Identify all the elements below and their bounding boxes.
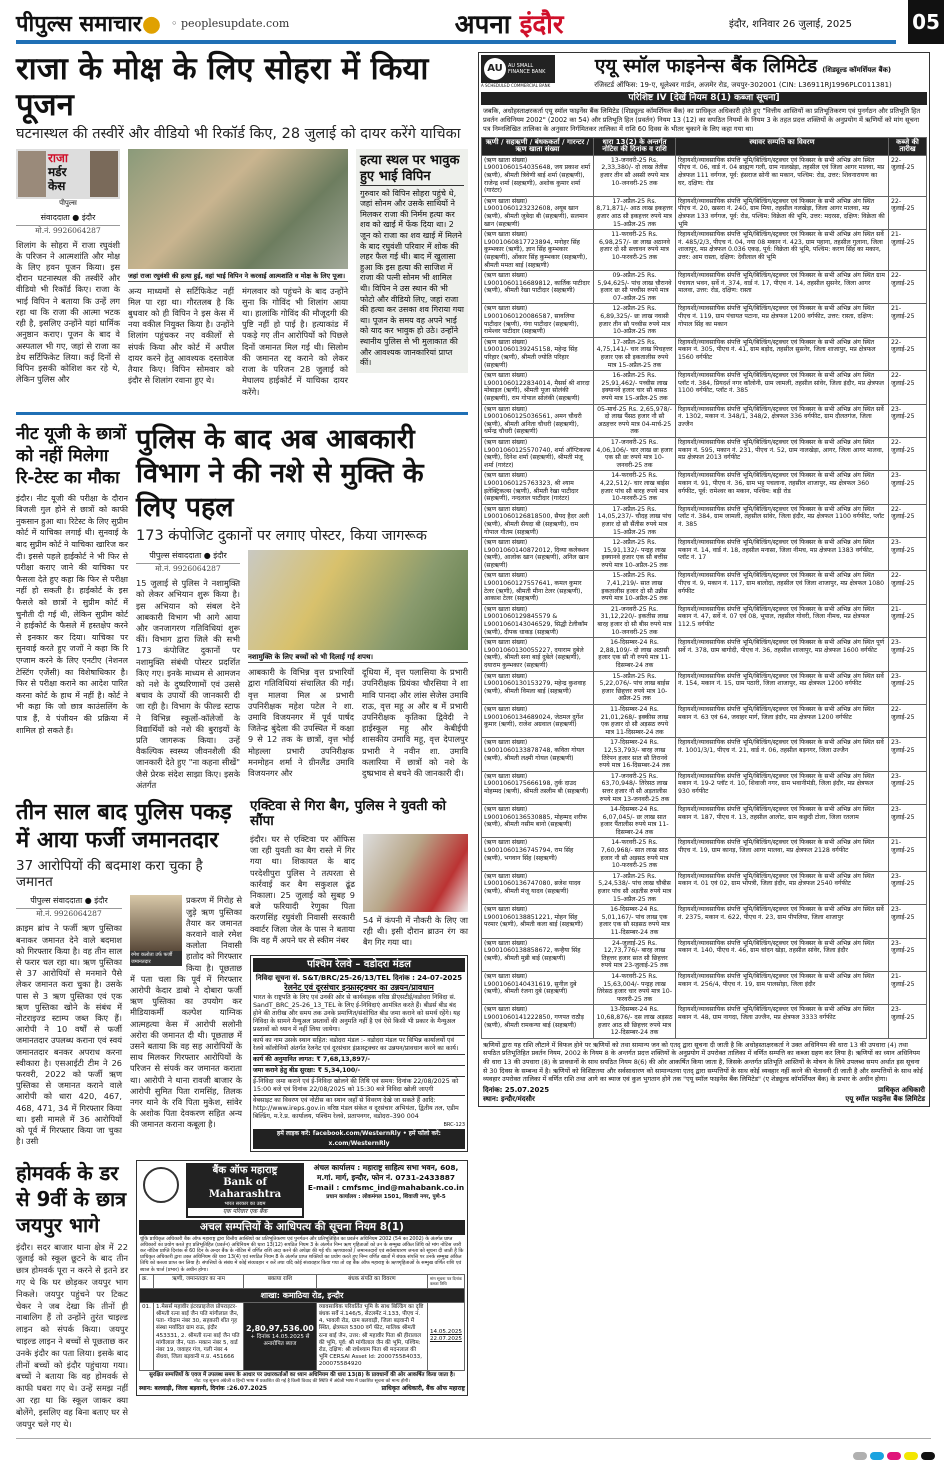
au-table-header — [482, 137, 927, 155]
table-row — [482, 471, 927, 504]
railway-emd: जमा कराने हेतु बीड सुरक्षा: ₹ 5,34,100/- — [253, 1066, 465, 1077]
bom-table-header — [140, 1274, 465, 1288]
column-header: बंधक संपति का विवरण — [316, 1274, 427, 1288]
au-date: दिनांक: 25.07.2025 — [483, 1085, 550, 1094]
property-cell: रिहायशी/व्यावसायिक संपत्ति भूमि/बिल्डिंग/स्ट्रक्चर एवं फिक्सर के सभी अभिन्न अंग स्थित पीएच नं. 19, ग्राम कानड़, जिला आगर मालवा, मप्र क्षेत्रफल 2128 वर्गफीट — [676, 838, 889, 871]
color-registration-marks — [16, 1445, 935, 1464]
railway-notice-no: निविदा सूचना सं. S&T/BRC/25-26/13/TEL दिनांक : 24-07-2025 — [255, 973, 463, 982]
accused-caption: रमेश कलोता उर्फ फर्जी जमानतदार — [130, 951, 182, 966]
borrower-cell: (ऋण खाता संख्या) L9001060126818500, सैयद हैदर अली (ऋणी), श्रीमती सैयदा बी (सहऋणी), राम गोपाल गौतम (सहऋणी) — [482, 504, 594, 537]
property-cell: व्यावसायिक परिवर्तित भूमि के साथ बिल्डिंग का दृष्टि बंधक सर्वे नं.146/5, सेटलमेंट नं.133, पीएच नं. 4, भावली रोड, ग्राम बलवाड़ी, जिला बड़वानी में स्थित, क्षेत्रफल 5300 वर्ग फीट, मालिक श्रीमती रत्ना बाई जैन, उत्तर: श्री महावीर पिता श्री हीरालाल की भूमि, पूर्व: श्री मांगीलाल जैन की भूमि, पश्चिम: रोड, दक्षिण: श्री राधेश्याम पिता श्री मदनलाल की भूमि CERSAI Asset Id: 200075584033, 200075584920 — [316, 1302, 427, 1370]
possession-date-cell: 21-जुलाई-25 — [889, 604, 927, 637]
bom-signatory: प्राधिकृत अधिकारी, बैंक ऑफ महाराष्ट्र — [381, 1384, 465, 1392]
property-cell: रिहायशी/व्यावसायिक संपत्ति भूमि/बिल्डिंग/स्ट्रक्चर एवं फिक्सर के सभी अभिन्न अंग स्थित मकान नं. 01 एवं 02, ग्राम भोपत्री, जिला इंदौर, मप्र क्षेत्रफल 2540 वर्गफीट — [676, 871, 889, 904]
borrower-cell: (ऋण खाता संख्या) L9001060817723894, मनोहर सिंह कुम्भकार (ऋणी), ज्ञान सिंह कुम्भकार (सहऋणी), ओंकार सिंह कुम्भकार (सहऋणी), श्रीमती ममता बाई (सहऋणी) — [482, 230, 594, 271]
bom-intro: चूंकि प्राधिकृत अधिकारी बैंक ऑफ महाराष्ट्र द्वारा वित्तीय आस्तियों का प्रतिभूतिकरण एवं पुनर्गठन और प्रतिभूतिहित का प्रवर्तन अधिनियम 2002 (54 का 2002) के अंतर्गत प्राप्त अधिकारों का प्रयोग करते हुए प्रतिभूतिहित (प्रवर्तन) अधिनियम की धारा 13(12) सपठित नियम 3 के अंतर्गत निम्न ऋण गृहिताओं को उन के सम्मुख अंकित तिथि को मांग नोटिस जारी कर नोटिस प्राप्ति दिनांक से 60 दिन के अन्दर बैंक के नोटिस में वर्णित राशि अदा करने की अपेक्षा की गई थी। ऋणधारकों / जमानतदारों एवं सर्वसाधारण जनता को सूचना दी जाती है कि प्राधिकृत अधिकारी द्वारा उक्त अधिनियम की धारा 13(4) एवं सपठित नियम 8 के अंतर्गत प्राप्त शक्तियों का प्रयोग करते हुए निम्न वर्णित खातों में बंधक संपत्ति पर उनके सम्मुख अंकित तिथि को कब्जा प्राप्त कर लिया है। संपत्तियों के संबंध में कोई संव्यवहार न करें तथा यदि कोई संव्यवहार किया गया तो वह बैंक ऑफ महाराष्ट्र के ऋणगृहिताओं के सम्मुख वर्णित राशि एवं ब्याज के चार्ज (प्रभार) के अधीन होगा। — [140, 1235, 464, 1273]
notice-cell: 13-दिसम्बर-24 Rs. 10,68,876/- दस लाख अड़सठ हजार आठ सौ छिहत्तर रुपये मात्र 12-दिसम्बर-24 तक — [594, 1005, 676, 1038]
website-link[interactable]: ◦ peoplesupdate.com — [171, 16, 290, 30]
property-cell: रिहायशी/व्यावसायिक संपत्ति भूमि/बिल्डिंग/स्ट्रक्चर एवं फिक्सर के सभी अभिन्न अंग स्थित मकान नं. 47, सर्वे नं. 07 एवं 08, भूपाल, तहसील गोवरी, जिला नीमच, मप्र क्षेत्रफल 112.5 वर्गफीट — [676, 604, 889, 637]
story1 — [16, 52, 468, 398]
au-intro: जबकि, अधोहस्ताक्षरकर्ता एयू स्मॉल फाइनेंस बैंक लिमिटेड (शिड्यूल्ड कॉमर्शियल बैंक) का प्राधिकृत अधिकारी होते हुए "वित्तीय आस्तियों का प्रतिभूतिकरण एवं पुनर्गठन और प्रतिभूति हित प्रवर्तन अधिनियम 2002" (2002 का 54) और प्रतिभूति हित (प्रवर्तन) नियम 13 (12) का सपठित नियमों के नियम 3 के तहत प्रदत्त शक्तियों के अनुप्रयोग में ऋणियों को मांग सूचना पत्र निम्नलिखित तालिका के अनुसार निर्गमितकर तालिका में राशि 60 दिवस के भीतर चुकाने के लिए कहा गया था। — [483, 107, 921, 134]
neet-story — [16, 423, 128, 736]
possession-date-cell: 23-जुलाई-25 — [889, 905, 927, 938]
excise-caption: नशामुक्ति के लिए बच्चों को भी दिलाई गई शपथ। — [248, 652, 468, 663]
registration-dot — [853, 1452, 867, 1460]
story1-photo — [128, 149, 348, 269]
site-text: peoplesupdate.com — [181, 16, 290, 30]
table-row — [482, 504, 927, 537]
possession-date-cell: 23-जुलाई-25 — [889, 671, 927, 704]
guarantor-headline: तीन साल बाद पुलिस पकड़ में आया फर्जी जमानतदार — [16, 799, 232, 853]
property-cell: रिहायशी/व्यावसायिक संपत्ति भूमि/बिल्डिंग/स्ट्रक्चर एवं फिक्सर के सभी अभिन्न अंग स्थित मकान नं. 19-2 प्लॉट नं. 10, शिवाजी नगर, ग्राम भवानीमंडी, जिला इंदौर, मप्र क्षेत्रफल 930 वर्गफीट — [676, 771, 889, 804]
borrower-cell: (ऋण खाता संख्या) L9001060130153279, महेन्द्र कुशवाह (ऋणी), श्रीमती विमला बाई (सहऋणी) — [482, 671, 594, 704]
property-cell: रिहायशी/व्यावसायिक संपत्ति भूमि/बिल्डिंग/स्ट्रक्चर एवं फिक्सर के सभी अभिन्न अंग स्थित पीएच नं. 119, ग्राम पंचायत पटाना, मप्र क्षेत्रफल 1200 वर्गफीट, उत्तर: रास्ता, दक्षिण: गोपाल सिंह का मकान — [676, 304, 889, 337]
possession-date-cell: 22-जुलाई-25 — [889, 155, 927, 196]
pin-icon: ● — [141, 12, 162, 37]
section-divider — [16, 412, 468, 415]
table-row — [482, 704, 927, 737]
railway-website: वेबसाइट का विवरण एवं नोटीस का स्थान जहाँ से विवरण देखे जा सकते हैं आदि: http://www.ireps.gov.in वरिष्ठ मंडल संकेत व दूरसंचार अभियंता, द्वितीय तल, एडीम बिल्डिंग, म.रे.प्र. कार्यालय, पश्चिम रेलवे, प्रतापनगर, वडोदरा–390 004 — [253, 1096, 459, 1120]
column-header: बकाया राशि — [244, 1274, 317, 1288]
notice-cell: 16-दिसम्बर-24 Rs. 5,01,167/- पांच लाख एक हजार एक सौ सड़सठ रुपये मात्र 11-दिसम्बर-24 तक — [594, 905, 676, 938]
guarantor-story — [16, 799, 242, 1147]
table-row — [482, 230, 927, 271]
story1-headline: राजा के मोक्ष के लिए सोहरा में किया पूजन — [16, 51, 429, 123]
borrower-cell: (ऋण खाता संख्या) L9001060139245158, महेन्द्र सिंह परिहार (ऋणी), श्रीमती ज्योति परिहार (सहऋणी) — [482, 337, 594, 370]
property-cell: रिहायशी/व्यावसायिक संपत्ति भूमि/बिल्डिंग/स्ट्रक्चर एवं फिक्सर के सभी अभिन्न अंग स्थित ग्राम पंचायत भवन, सर्वे नं. 374, वार्ड नं. 17, पीएच नं. 14, तहसील सुसनेर, जिला आगर मालवा, उत्तर: रोड, दक्षिण: रास्ता — [676, 271, 889, 304]
possession-date-cell: 22-जुलाई-25 — [889, 704, 927, 737]
borrower-cell: (ऋण खाता संख्या) L9001060136745794, राम सिंह (ऋणी), भगवान सिंह (सहऋणी) — [482, 838, 594, 871]
column-header: ऋणी, जमानतदार का नाम — [154, 1274, 244, 1288]
neet-headline: नीट यूजी के छात्रों को नहीं मिलेगा रि-टेस्ट का मौका — [16, 423, 127, 488]
au-signatory-bank: एयू स्मॉल फाइनेंस बैंक लिमिटेड — [845, 1094, 925, 1103]
borrower-cell: (ऋण खाता संख्या) L9001060127557641, कमल कुमार टेलर (ऋणी), श्रीमती मीना टेलर (सहऋणी), आकाश टेलर (सहऋणी) — [482, 571, 594, 604]
notice-cell: 15-अप्रैल-25 Rs. 7,41,219/- सात लाख इकतालीस हजार दो सौ उन्नीस रुपये मात्र 10-अप्रैल-25 तक — [594, 571, 676, 604]
bom-possession-notice — [136, 1160, 468, 1396]
possession-date-cell: 22-जुलाई-25 — [889, 504, 927, 537]
property-cell: रिहायशी/व्यावसायिक संपत्ति भूमि/बिल्डिंग/स्ट्रक्चर एवं फिक्सर के सभी अभिन्न अंग स्थित सर्वे नं. 485/2/3, पीएच नं. 04, नया 08 मकान नं. 423, ग्राम पहाना, तहसील गुलाना, जिला शाजापुर, मप्र क्षेत्रफल 0.036 एकड़, पूर्व: विक्रेता की भूमि, पश्चिम: करण सिंह का मकान, उत्तर: आम रास्ता, दक्षिण: देवीलाल की भूमि — [676, 230, 889, 271]
story1-col3: मंगलवार को पहुंचने के बाद उन्होंने सुना कि गोविंद भी शिलांग आया था। हालांकि गोविंद की मौजूदगी की पुष्टि नहीं हो पाई है। हत्याकांड में पकड़े गए तीन आरोपियों को पिछले दिनों जमानत मिल गई थी। सिलोम की जमानत रद्द कराने को लेकर राजा के परिजन 28 जुलाई को मेघालय हाईकोर्ट में याचिका दायर करेंगे। — [242, 285, 348, 397]
guarantor-byline: पीपुल्स संवाददाता ● इंदौर — [16, 895, 122, 909]
au-bank-possession-notice — [478, 52, 930, 1107]
row-number: 01. — [140, 1302, 154, 1370]
au-logo-text: AU SMALL FINANCE BANK — [508, 63, 546, 75]
railway-dates: ई-निविदा जमा कराने एवं ई-निविदा खोलने की तिथि एवं समय: दिनांक 22/08/2025 को 15:00 बजे एवं दिनांक 22/08/2025 को 15:30 बजे निविदा खोली जाएगी — [253, 1077, 465, 1096]
property-cell: रिहायशी/व्यावसायिक संपत्ति भूमि/बिल्डिंग/स्ट्रक्चर एवं फिक्सर के सभी अभिन्न अंग स्थित प्लॉट नं. 384, प्रियदर्श नगर कॉलोनी, ग्राम जामली, तहसील सांवेर, जिला इंदौर, मप्र क्षेत्रफल 1100 वर्गफीट, प्लॉट नं. 385 — [676, 371, 889, 404]
table-row — [482, 638, 927, 671]
possession-date-cell: 23-जुलाई-25 — [889, 404, 927, 437]
possession-date: 22.07.2025 — [429, 1336, 462, 1343]
bom-address — [307, 1163, 465, 1201]
possession-date-cell: 23-जुलाई-25 — [889, 471, 927, 504]
au-bank-name: एयू स्मॉल फाइनेन्स बैंक लिमिटेड — [594, 55, 818, 77]
notice-cell: 14-फरवरी-25 Rs. 15,63,004/- पन्द्रह लाख तिरेसठ हजार चार रुपये मात्र 10-फरवरी-25 तक — [594, 971, 676, 1004]
bom-tag: भारत सरकार का उद्यम — [224, 1200, 266, 1207]
possession-date-cell: 23-जुलाई-25 — [889, 1005, 927, 1038]
property-cell: रिहायशी/व्यावसायिक संपत्ति भूमि/बिल्डिंग/स्ट्रक्चर एवं फिक्सर के सभी अभिन्न अंग स्थित प्लॉट नं. 384, ग्राम जामली, तहसील सांवेर, जिला इंदौर, मप्र क्षेत्रफल 1100 वर्गफीट, प्लॉट नं. 385 — [676, 504, 889, 537]
table-row — [140, 1302, 465, 1370]
borrower-cell: (ऋण खाता संख्या) L9001060140431619, सुनील दुबे (ऋणी), श्रीमती रंजना दुबे (सहऋणी) — [482, 971, 594, 1004]
registration-dot — [870, 1452, 884, 1460]
excise-col1: 15 जुलाई से पुलिस ने नशामुक्ति को लेकर अभियान शुरू किया है। इस अभियान को संबल देने आबकारी विभाग भी आगे आया और जनजागरण गतिविधियां शुरू कीं। विभाग द्वारा जिले की सभी 173 कंपोजिट दुकानों पर नशामुक्ति संबंधी पोस्टर प्रदर्शित किए गए। इनके माध्यम से आमजन को नशे के दुष्परिणामों एवं उससे बचाव के उपायों की जानकारी दी जा रही है। विभाग के फील्ड स्टाफ ने विभिन्न स्कूलों-कॉलेजों के विद्यार्थियों को नशे की बुराइयों के प्रति जागरूक किया। उन्हें वैकल्पिक स्वस्थ्य जीवनशैली की जानकारी देते हुए "ना कहना सीखें" जैसे प्रेरक संदेश साझा किए। इसके अंतर्गत — [136, 578, 240, 790]
au-footer: ऋणियों द्वारा यह राशि लौटाने में विफल होने पर ऋणियों को तथा सामान्य जन को एतद् द्वारा सूचना दी जाती है कि अधोहस्ताक्षरकर्ता ने उक्त अधिनियम की धारा 13 की उपधारा (4) तथा सपठित प्रतिभूतिहित प्रवर्तन नियम, 2002 के नियम 8 के अन्तर्गत प्रदत्त शक्तियों के अनुप्रयोग में उपरोक्त तालिका में वर्णित सम्पत्ति का कब्जा ग्रहण कर लिया है। ऋणियों का ध्यान अधिनियम की धारा 13 की उपधारा (8) के प्रावधानों के साथ सपठित नियम 8(6) की ओर आकर्षित किया जाता है, जिसके अन्तर्गत प्रतिभूति आस्तियों के मोचन के लिये उपलब्ध समय अर्थात इस सूचना से 30 दिवस के सम्बन्ध में है। ऋणियों को विशिष्टतया और सर्वसाधारण को सामान्यतया एतद् द्वारा सम्पत्तियों के साथ कोई व्यवहार नहीं करने की चेतावनी दी जाती है और सम्पत्तियों के साथ कोई व्यवहार उपरोक्त तालिका में वर्णित राशि तथा आगे का ब्याज एवं कुल भुगतान होने तक "एयू स्मॉल फाइनेंस बैंक लिमिटेड" (ए शेड्यूल्ड कॉमर्शियल बैंक) के प्रभार के अधीन होगा। — [483, 1040, 923, 1084]
au-address: रजिस्टर्ड ऑफिस: 19-ए, धूलेश्वर गार्डन, अजमेर रोड, जयपुर-302001 (CIN: L36911RJ1996PLC011381) — [594, 81, 892, 89]
raja-murder-case-tag — [16, 149, 120, 199]
excise-byline: पीपुल्स संवाददाता ● इंदौर — [136, 550, 240, 564]
tag-word: राजा — [48, 150, 69, 165]
table-row — [482, 1005, 927, 1038]
page-columns — [16, 52, 935, 1430]
table-row — [482, 671, 927, 704]
borrower-cell: (ऋण खाता संख्या) L9001060175666198, तुर्क दाउद मोहम्मद (ऋणी), श्रीमती तस्लीम बी (सहऋणी) — [482, 771, 594, 804]
railway-intro: भारत के राष्ट्रपति के लिए एवं उनकी ओर से कार्यवाहक वरिष्ठ डीएसटीई/वडोदरा निविदा सं. SandT_BRC_25-26_13_TEL के लिए ई-निविदाएं आमंत्रित करते हैं। बीडर्स बीड बंद होने की तारीख और समय तक उनके प्रमाणित/संशोधित बीड जमा कराने को समर्थ रहेंगे। यह निविदा के सामने मैन्युअल प्रस्तावों की अनुमति नहीं है एवं ऐसे किसी भी प्रकार के मैन्युअल प्रस्तावों को ध्यान में नहीं लिया जायेगा। — [253, 993, 465, 1036]
au-table — [481, 137, 927, 1039]
table-row — [482, 971, 927, 1004]
notice-cell: 12-अप्रैल-25 Rs. 6,89,325/- छः लाख नवासी हजार तीन सौ पच्चीस रुपये मात्र 10-अप्रैल-25 तक — [594, 304, 676, 337]
borrower-cell: (ऋण खाता संख्या) L9001060141222850, गणपत राठौड़ (ऋणी), श्रीमती रामकन्या बाई (सहऋणी) — [482, 1005, 594, 1038]
au-place: स्थान: इन्दौर/मंदसौर — [483, 1094, 535, 1103]
possession-date-cell: 23-जुलाई-25 — [889, 538, 927, 571]
borrower-cell: (ऋण खाता संख्या) L9001060125763323, श्री श्याम इलेक्ट्रिकल्स (ऋणी), श्रीमती रेखा पाटीदार (सहऋणी), नन्दलाल पाटीदार (गारंटर) — [482, 471, 594, 504]
activa-photo — [363, 834, 468, 912]
notice-cell: 09-अप्रैल-25 Rs. 5,94,625/- पांच लाख चौरानवे हजार छः सौ पच्चीस रुपये मात्र 07-अप्रैल-25 तक — [594, 271, 676, 304]
possession-date-cell: 21-जुलाई-25 — [889, 230, 927, 271]
excise-col3: दूधिया में, वृत्त पलासिया के प्रभारी उपनिरीक्षक प्रियंका चौरसिया ने शा मावि पानदा और लांस सेजेस उमावि राऊ, वृत्त महू अ और ब में प्रभारी उपनिरीक्षक कृतिका द्विवेदी ने हाईस्कूल महू और केबीईपी शासकीय उमावि महू, वृत्त देपालपुर प्रभारी ने नवीन शा. उमावि कलारिया में छात्रों को नशे के दुष्प्रभाव से बचने की जानकारी दी। — [362, 667, 468, 778]
borrower-cell: (ऋण खाता संख्या) L9001060123232608, अयूब खान (ऋणी), श्रीमती जुबेदा बी (सहऋणी), सलमान खान (सहऋणी) — [482, 196, 594, 229]
possession-date-cell: 22-जुलाई-25 — [889, 437, 927, 470]
property-cell: रिहायशी/व्यावसायिक संपत्ति भूमि/बिल्डिंग/स्ट्रक्चर एवं फिक्सर के सभी अभिन्न अंग स्थित मकान नं. 187, पीएच नं. 13, तहसील आलोट, ग्राम कछुदी टोला, जिला रतलाम — [676, 805, 889, 838]
victim-photo — [18, 151, 46, 197]
possession-date-cell: 21-जुलाई-25 — [889, 304, 927, 337]
table-row — [482, 437, 927, 470]
accused-photo — [90, 151, 118, 197]
notice-cell: 17-अप्रैल-25 Rs. 5,24,538/- पांच लाख चौबीस हजार पांच सौ अड़तीस रुपये मात्र 15-अप्रैल-25 तक — [594, 871, 676, 904]
column-header: धारा 13(2) के अन्तर्गत नोटिस की दिनांक व राशि — [594, 137, 676, 155]
notice-cell: 11-फरवरी-25 Rs. 6,98,257/- छः लाख अठानवे हजार दो सौ सत्तावन रुपये मात्र 10-फरवरी-25 तक — [594, 230, 676, 271]
table-row — [482, 196, 927, 229]
story1-subhead: घटनास्थल की तस्वीरें और वीडियो भी रिकॉर्ड किए, 28 जुलाई को दायर करेंगे याचिका — [16, 126, 461, 143]
notice-cell: 17-जनवरी-25 Rs. 4,06,106/- चार लाख छः हजार एक सौ छः रुपये मात्र 10-जनवरी-25 तक — [594, 437, 676, 470]
table-row — [482, 738, 927, 771]
property-cell: रिहायशी/व्यावसायिक संपत्ति भूमि/बिल्डिंग/स्ट्रक्चर एवं फिक्सर के सभी अभिन्न अंग स्थित पीएच नं. 9, मकान नं. 117, ग्राम बालोदा, तहसील एवं जिला शाजापुर, मप्र क्षेत्रफल 1080 वर्गफीट — [676, 571, 889, 604]
guarantor-subhead: 37 आरोपियों की बदमाश करा चुका है जमानत — [16, 857, 203, 891]
notice-cell: 11-दिसम्बर-24 Rs. 21,01,268/- इक्कीस लाख एक हजार दो सौ अड़सठ रुपये मात्र 11-दिसम्बर-24 तक — [594, 704, 676, 737]
tag-word: मर्डर — [48, 164, 67, 179]
au-title: परिशिष्ट IV [देखें नियम 8(1) कब्जा सूचना] — [481, 92, 927, 105]
borrower-cell: (ऋण खाता संख्या) L9001060122834014, मैसर्स श्री शारदा मोबाइल (ऋणी), श्रीमती पूजा सोलंकी (सहऋणी), राम गोपाल सोलंकी (सहऋणी) — [482, 371, 594, 404]
notice-cell: 13-जनवरी-25 Rs. 2,33,380/- दो लाख तेतीस हजार तीन सौ अस्सी रुपये मात्र 10-जनवरी-25 तक — [594, 155, 676, 196]
bom-title: अचल सम्पत्तियों के आधिपत्य की सूचना नियम 8(1) — [139, 1220, 465, 1235]
notice-cell: 16-दिसम्बर-24 Rs. 2,88,109/- दो लाख अठासी हजार एक सौ नौ रुपये मात्र 11-दिसम्बर-24 तक — [594, 638, 676, 671]
registration-dot — [921, 1452, 935, 1460]
bom-email: E-mail : cmfsmc_ind@mahabank.co.in — [307, 1182, 465, 1192]
homework-text: इंदौर। सदर बाजार थाना क्षेत्र में 22 जुलाई को स्कूल छूटने के बाद तीन छात्र होमवर्क पूरा न करने से इतने डर गए थे कि घर छोड़कर जयपुर भाग निकले। जयपुर पहुंचने पर टिकट चेकर ने जब देखा कि तीनों ही नाबालिग हैं तो उन्होंने तुरंत चाइल्ड लाइन को संपर्क किया। जयपुर चाइल्ड लाइन ने बच्चों से पूछताछ कर उनके इंदौर का पता लिया। इसके बाद तीनों बच्चों को इंदौर पहुंचाया गया। बच्चों ने बताया कि वह होमवर्क से काफी घबरा गए थे। उन्हें समझ नहीं आ रहा था कि स्कूल जाकर क्या बोलेंगे, इसलिए वह बिना बताए घर से जयपुर चले गए थे। — [16, 1241, 128, 1429]
excise-photo — [248, 550, 468, 650]
railway-cost: कार्य की अनुमानित लागत: ₹ 7,68,13,897/- — [253, 1055, 465, 1066]
borrower-cell: (ऋण खाता संख्या) L9001060140872012, दिव्या कलेक्शन (ऋणी), आलोक खान (सहऋणी), अनिल खान (सहऋणी) — [482, 538, 594, 571]
borrower-cell: (ऋण खाता संख्या) L9001060125036561, अमन चौधरी (ऋणी), श्रीमती अनिता चौधरी (सहऋणी), धर्मेन्द्र चौधरी (सहऋणी) — [482, 404, 594, 437]
possession-date-cell: 22-जुलाई-25 — [889, 571, 927, 604]
amount-value: 2,80,97,536.00 — [246, 1324, 314, 1334]
borrower-cell: (ऋण खाता संख्या) L9001060138851221, मोहन सिंह परमार (ऋणी), श्रीमती कला बाई (सहऋणी) — [482, 905, 594, 938]
newspaper-logo — [16, 8, 161, 38]
property-cell: रिहायशी/व्यावसायिक संपत्ति भूमि/बिल्डिंग/स्ट्रक्चर एवं फिक्सर के सभी अभिन्न अंग स्थित पूर्ण सर्वे नं. 378, ग्राम बागोदी, पीएच नं. 36, तहसील शाजापुर, मप्र क्षेत्रफल 1600 वर्गफीट — [676, 638, 889, 671]
borrower-cell: (ऋण खाता संख्या) L9001060136530885, मोहम्मद शरीफ (ऋणी), श्रीमती नसीम बानो (सहऋणी) — [482, 805, 594, 838]
property-cell: रिहायशी/व्यावसायिक संपत्ति भूमि/बिल्डिंग/स्ट्रक्चर एवं फिक्सर के सभी अभिन्न अंग स्थित मकान नं. 595, मकान नं. 231, पीएच नं. 52, ग्राम नालखेड़ा, आगर, जिला आगर मालवा, मप्र क्षेत्रफल 2013 वर्गफीट — [676, 437, 889, 470]
story1-caption: जहां राजा रघुवंशी की हत्या हुई, वहां भाई विपिन ने करवाई आत्मशांति व मोक्ष के लिए पूजा। — [128, 271, 348, 282]
railway-org: पश्चिम रेलवे – वडोदरा मंडल — [253, 958, 465, 972]
railway-code: BRC-123 — [443, 1121, 465, 1128]
possession-date-cell: 23-जुलाई-25 — [889, 771, 927, 804]
guarantor-col1: क्राइम ब्रांच ने फर्जी ऋण पुस्तिका बनाकर जमानत देने वाले बदमाश को गिरफ्तार किया है। वह तीन साल से फरार चल रहा था। ऋण पुस्तिका से 37 आरोपियों से मनमाने पैसे लेकर जमानत करा चुका है। उसके पास से 3 ऋण पुस्तिका एवं एक ऋण पुस्तिका खोने के संबंध में नोटराइज्ड स्टाम्प जब्त किए हैं। आरोपी ने 10 वर्षों से फर्जी जमानतदार उपलब्ध कराना एवं स्वयं जमानतदार बनकर अपराध करना स्वीकारा है। एसआईटी टीम ने 26 फरवरी, 2022 को फर्जी ऋण पुस्तिका से जमानत कराने वाले आरोपी को धारा 420, 467, 468, 471, 34 में गिरफ्तार किया था। इसी मामले में 36 आरोपियों को पूर्व में गिरफ्तार किया जा चुका है। उसी — [16, 923, 122, 1147]
table-row — [482, 304, 927, 337]
borrower-cell: (ऋण खाता संख्या) L9001060130055227, दयाराम दुबेले (ऋणी), श्रीमती सना बाई दुबेले (सहऋणी), दयाराम कुम्भकार (सहऋणी) — [482, 638, 594, 671]
property-cell: रिहायशी/व्यावसायिक संपत्ति भूमि/बिल्डिंग/स्ट्रक्चर एवं फिक्सर के सभी अभिन्न अंग स्थित पीएच नं. 06, वार्ड नं. 04 ब्राह्मण गली, ग्राम नालखेड़ा, तहसील एवं जिला आगर मालवा, मप्र क्षेत्रफल 111 वर्गगज, पूर्व: हंसराज सोनी का मकान, पश्चिम: रोड, उत्तर: शिवनारायण का घर, दक्षिण: रोड — [676, 155, 889, 196]
notice-cell: 17-अप्रैल-25 Rs. 14,05,237/- चौदह लाख पांच हजार दो सौ सैंतीस रुपये मात्र 15-अप्रैल-25 तक — [594, 504, 676, 537]
homework-headline: होमवर्क के डर से 9वीं के छात्र जयपुर भागे — [16, 1160, 127, 1237]
column-header: क्र. — [140, 1274, 154, 1288]
story1-byline: संवाददाता ● इंदौर — [16, 212, 120, 226]
guarantor-col2: प्रकरण में गिरोह से जुड़े ऋण पुस्तिका तैयार कर जमानत करवाने वाले रमेश कलोता निवासी हातोद को गिरफ्तार किया है। पूछताछ में पता चला कि पूर्व में गिरफ्तार आरोपी केदार डाबो ने दोबारा फर्जी ऋण पुस्तिका का उपयोग कर मीडियाकर्मी कल्पेश याग्निक आत्महत्या केस में आरोपी सलोनी अरोरा की जमानत दी थी। पूछताछ में उसने बताया कि वह सह आरोपियों के साथ मिलकर गिरफ्तार आरोपियों के परिजन से संपर्क कर जमानत कराता था। आरोपी ने थाना रावजी बाजार के आरोपी सुमित पिता रामसिंह, तिलक नगर थाने के रवि पिता मुकेश, सांवेर के अशोक पिता देवकरण सहित अन्य की जमानत कराना कबूला है। — [130, 895, 242, 1130]
sidebar-title: हत्या स्थल पर भावुक हुए भाई विपिन — [360, 153, 464, 186]
amount-note: + दिनांक 14.05.2025 से अनारोपित ब्याज — [250, 1334, 310, 1348]
notice-cell: 14-फरवरी-25 Rs. 7,60,968/- सात लाख साठ हजार नौ सौ अड़सठ रुपये मात्र 10-फरवरी-25 तक — [594, 838, 676, 871]
amount-cell — [244, 1302, 317, 1370]
railway-title: रेलनेट एवं दूरसंचार इन्फ्रास्ट्रक्चर का उन्नयन/प्रावधान — [284, 982, 434, 992]
possession-date-cell: 22-जुलाई-25 — [889, 196, 927, 229]
au-bank-type: (शिड्यूल्ड कॉमर्शियल बैंक) — [822, 66, 892, 74]
dates-cell — [427, 1302, 464, 1370]
registration-dot — [887, 1452, 901, 1460]
possession-date-cell: 21-जुलाई-25 — [889, 838, 927, 871]
notice-cell: 16-अप्रैल-25 Rs. 25,91,462/- पच्चीस लाख इक्यानवे हजार चार सौ बासठ रुपये मात्र 15-अप्रैल-25 तक — [594, 371, 676, 404]
possession-date-cell: 21-जुलाई-25 — [889, 971, 927, 1004]
table-row — [482, 571, 927, 604]
railway-social[interactable]: हमें लाइक करें: facebook.com/WesternRly • हमें फॉलो करें: x.com/WesternRly — [253, 1129, 465, 1149]
bom-note: नोट: यह सूचना अंग्रेजी व हिन्दी भाषा में प्रकाशित की गई है किसी विवाद की स्थिति में अंग्रेजी भाषा में प्रकाशित सूचना को मान्य होगी। — [194, 1378, 410, 1384]
property-cell: रिहायशी/व्यावसायिक संपत्ति भूमि/बिल्डिंग/स्ट्रक्चर एवं फिक्सर के सभी अभिन्न अंग स्थित सर्वे नं. 1001/3/1, पीएच नं. 21, वार्ड नं. 06, तहसील बड़नगर, जिला उज्जैन — [676, 738, 889, 771]
accused-photo — [130, 895, 182, 951]
homework-story — [16, 1160, 128, 1431]
borrower-cell: (ऋण खाता संख्या) L9001060154035648, जय प्रकाश शर्मा (ऋणी), श्रीमती त्रिवेणी बाई शर्मा (सहऋणी), राजेन्द्र शर्मा (सहऋणी), अशोक कुमार शर्मा (गारंटर) — [482, 155, 594, 196]
borrower-cell: (ऋण खाता संख्या) L9001060129845579 & L9001060143046529, सिद्धी टेलीकॉम (ऋणी), दीपक धाकड़ (सहऋणी) — [482, 604, 594, 637]
excise-headline: पुलिस के बाद अब आबकारी विभाग ने की नशे से मुक्ति के लिए पहल — [136, 423, 424, 523]
possession-date-cell: 22-जुलाई-25 — [889, 337, 927, 370]
property-cell: रिहायशी/व्यावसायिक संपत्ति भूमि/बिल्डिंग/स्ट्रक्चर एवं फिक्सर के सभी अभिन्न अंग स्थित पीएच नं. 20, खसरा नं. 240, ग्राम मिया, तहसील नलखेड़ा, जिला आगर मालवा, मप्र क्षेत्रफल 133 वर्गगज, पूर्व: रोड, पश्चिम: विक्रेता की भूमि, उत्तर: मदरसा, दक्षिण: विक्रेता की भूमि — [676, 196, 889, 229]
bom-name-block — [186, 1163, 304, 1218]
story1-sidebar — [356, 149, 468, 373]
bom-place-date: स्थान: बलवाड़ी, जिला बड़वानी, दिनांक :26.07.2025 — [139, 1384, 268, 1392]
bom-address-line: अंचल कार्यालय : महाराष्ट्र साहित्य सभा भवन, 608, — [313, 1162, 459, 1172]
neet-text: इंदौर। नीट यूजी की परीक्षा के दौरान बिजली गुल होने से छात्रों को काफी नुकसान हुआ था। रिटेस्ट के लिए सुप्रीम कोर्ट में याचिका लगाई थी। सुनवाई के बाद सुप्रीम कोर्ट ने याचिका खारिज कर दी। इससे पहले हाईकोर्ट ने भी फिर से परीक्षा कराए जाने की याचिका पर फैसला देते हुए कहा कि फिर से परीक्षा नहीं हो सकती है। हाईकोर्ट के इस फैसले को छात्रों ने सुप्रीम कोर्ट में चुनौती दी गई थी, लेकिन सुप्रीम कोर्ट ने हाईकोर्ट के फैसले में हस्तक्षेप करने से इनकार कर दिया। याचिका पर सुनवाई करते हुए जजों ने कहा कि रि एग्जाम करने के लिए एनटीए (नेशनल टेस्टिंग एजेंसी) का विशेषाधिकार है। फिर से परीक्षा कराने का आदेश पारित करना कोर्ट के हाथ में नहीं है। कोर्ट ने भी कहा कि जो छात्र काउंसलिंग के पात्र हैं, वे पंजीयन की प्रक्रिया में शामिल हो सकते हैं। — [16, 493, 128, 735]
borrower-cell: 1.मेसर्स महावीर इंटरप्राइजेज प्रोपराइटर- श्रीमती रत्ना बाई जैन पति मांगीलाल जैन, पता- गोदाम नंबर 30, सहकारी शीत गृह संस्था मर्यादित ग्राम राऊ, इंदौर 453331, 2. श्रीमती रत्ना बाई जैन पति मांगीलाल जैन, पता- मकान नंबर 5, वार्ड नंबर 19, जवाहर गंज, गली नंबर 4 सेंधवा, जिला बड़वानी म.प्र. 451666 — [154, 1302, 244, 1370]
notice-cell: 12-अप्रैल-25 Rs. 15,91,132/- पन्द्रह लाख इक्यानवे हजार एक सौ बत्तीस रुपये मात्र 10-अप्रैल-25 तक — [594, 538, 676, 571]
notice-cell: 17-जनवरी-25 Rs. 63,70,948/- तिरेसठ लाख सत्तर हजार नौ सौ अड़तालीस रुपये मात्र 13-जनवरी-25 तक — [594, 771, 676, 804]
property-cell: रिहायशी/व्यावसायिक संपत्ति भूमि/बिल्डिंग/स्ट्रक्चर एवं फिक्सर के सभी अभिन्न अंग स्थित मकान नं. 140, पीएच नं. 46, ग्राम चांदन खेड़ा, तहसील सांवेर, जिला इंदौर — [676, 938, 889, 971]
possession-date-cell: 23-जुलाई-25 — [889, 871, 927, 904]
registration-dot — [904, 1452, 918, 1460]
table-row — [482, 871, 927, 904]
property-cell: रिहायशी/व्यावसायिक संपत्ति भूमि/बिल्डिंग/स्ट्रक्चर एवं फिक्सर के सभी अभिन्न अंग स्थित सर्वे नं. 154, मकान नं. 15, ग्राम पठारी, जिला शाजापुर, मप्र क्षेत्रफल 1200 वर्गफीट — [676, 671, 889, 704]
demand-date: 14.05.2025 — [429, 1329, 462, 1336]
borrower-cell: (ऋण खाता संख्या) L9001060138858672, कन्हैया सिंह (ऋणी), श्रीमती मुन्नी बाई (सहऋणी) — [482, 938, 594, 971]
bom-table — [139, 1274, 465, 1371]
railway-tender-ad — [250, 955, 468, 1152]
property-cell: रिहायशी/व्यावसायिक संपत्ति भूमि/बिल्डिंग/स्ट्रक्चर एवं फिक्सर के सभी अभिन्न अंग स्थित मकान नं. 305, पीएच नं. 41, ग्राम बड़ोद, तहसील सुसनेर, जिला शाजापुर, मप्र क्षेत्रफल 1560 वर्गफीट — [676, 337, 889, 370]
section-title — [455, 5, 564, 41]
property-cell: रिहायशी/व्यावसायिक संपत्ति भूमि/बिल्डिंग/स्ट्रक्चर एवं फिक्सर के सभी अभिन्न अंग स्थित मकान नं. 91, पीएच नं. 36, ग्राम भट्ट पचलाना, तहसील शाजापुर, मप्र क्षेत्रफल 360 वर्गफीट, पूर्व: रामेश्वर का मकान, पश्चिम: बड़ी रोड — [676, 471, 889, 504]
section-title-b: इंदौर — [519, 10, 564, 40]
excise-story — [136, 423, 468, 791]
table-row — [482, 371, 927, 404]
notice-cell: 15-अप्रैल-25 Rs. 5,22,076/- पांच लाख बाईस हजार छिहत्तर रुपये मात्र 10-अप्रैल-25 तक — [594, 671, 676, 704]
column-header: स्थावर सम्पत्ति का विवरण — [676, 137, 889, 155]
masthead — [16, 6, 940, 44]
au-logo-tagline: A SCHEDULED COMMERCIAL BANK — [481, 83, 551, 88]
activa-text2: 54 में कंपनी में नौकरी के लिए जा रही थी। इसी दौरान ब्राउन रंग का बैग गिर गया था। — [363, 914, 468, 948]
notice-cell: 17-अप्रैल-25 Rs. 8,71,871/- आठ लाख इकहत्तर हजार आठ सौ इकहत्तर रुपये मात्र 15-अप्रैल-25 तक — [594, 196, 676, 229]
story1-mobile: मो.नं. 9926064287 — [35, 225, 101, 235]
table-row — [482, 271, 927, 304]
notice-cell: 17-दिसम्बर-24 Rs. 12,53,793/- बारह लाख तिरेपन हजार सात सौ तिरानवे रुपये मात्र 16-दिसम्बर-24 तक — [594, 738, 676, 771]
notice-cell: 21-जनवरी-25 Rs. 31,12,220/- इकतीस लाख बारह हजार दो सौ बीस रुपये मात्र 10-जनवरी-25 तक — [594, 604, 676, 637]
bom-slogan: एक परिवार एक बैंक — [188, 1208, 302, 1216]
railway-work: कार्य का नाम उसके स्थान सहित: वडोदरा मंडल :- वडोदरा मंडल पर विभिन्न कार्यालयों एवं रेलवे कॉलोनियों अंतर्गत रेलनेट एवं दूरसंचार इंफ्रास्ट्रक्चर का उन्नयन/प्रावधान करने का कार्य। — [253, 1036, 465, 1055]
table-row — [482, 771, 927, 804]
bom-address-line: प्रधान कार्यालय : लोकमंगल 1501, शिवाजी नगर, पुणे-5 — [326, 1193, 446, 1200]
notice-cell: 24-जुलाई-25 Rs. 12,73,776/- बारह लाख तिहत्तर हजार सात सौ छिहत्तर रुपये मात्र 23-जुलाई-25 तक — [594, 938, 676, 971]
page-number: 05 — [908, 0, 944, 44]
bom-name-hi: बैंक ऑफ महाराष्ट्र — [212, 1164, 278, 1176]
table-row — [482, 805, 927, 838]
excise-subhead: 173 कंपोजिट दुकानों पर लगाए पोस्टर, किया जागरूक — [136, 527, 427, 544]
property-cell: रिहायशी/व्यावसायिक संपत्ति भूमि/बिल्डिंग/स्ट्रक्चर एवं फिक्सर के सभी अभिन्न अंग स्थित मकान नं. 256/4, पीएच नं. 19, ग्राम पालसोड़ा, जिला इंदौर — [676, 971, 889, 1004]
table-row — [482, 905, 927, 938]
table-row — [482, 538, 927, 571]
story1-col2: अन्य माध्यमों से सर्टिफिकेट नहीं मिल पा रहा था। गौरतलब है कि बुधवार को ही विपिन ने इस केस में नया वकील नियुक्त किया है। उन्होंने शिलांग पहुंचकर नए वकीलों से संपर्क किया और कोर्ट में अपील दायर करने हेतु आवश्यक दस्तावेज तैयार किए। विपिन सोमवार को इंदौर से शिलांग रवाना हुए थे। — [128, 285, 234, 386]
activa-headline: एक्टिवा से गिरा बैग, पुलिस ने युवती को सौंपा — [250, 797, 447, 830]
bom-name-en: Bank of Maharashtra — [208, 1176, 282, 1200]
au-signatory-title: प्राधिकृत अधिकारी — [877, 1085, 925, 1094]
activa-text: इंदौर। घर से एक्टिवा पर ऑफिस जा रही युवती का बैग रास्ते में गिर गया था। शिकायत के बाद परदेशीपुरा पुलिस ने तत्परता से कार्रवाई कर बैग सकुशल ढूंढ निकाला। 25 जुलाई को सुबह 9 बजे फरियादी रेणुका पिता करणसिंह रघुवंशी निवासी सरकारी क्वार्टर जिला जेल के पास ने बताया कि वह मैं अपने घर से स्कीम नंबर — [250, 833, 355, 945]
table-row — [482, 404, 927, 437]
borrower-cell: (ऋण खाता संख्या) L9001060134689024, जेठमल दुर्गेश कुमार (ऋणी), राजेश अग्रवाल (सहऋणी) — [482, 704, 594, 737]
au-logo — [481, 55, 555, 83]
property-cell: रिहायशी/व्यावसायिक संपत्ति भूमि/बिल्डिंग/स्ट्रक्चर एवं फिक्सर के सभी अभिन्न अंग स्थित सर्वे नं. 1302, मकान नं. 348/1, 348/2, क्षेत्रफल 336 वर्गफीट, ग्राम दौलतगंज, जिला उज्जैन — [676, 404, 889, 437]
borrower-cell: (ऋण खाता संख्या) L9001060120086587, सावलिया पाटीदार (ऋणी), गंगा पाटीदार (सहऋणी), रामेश्वर पाटीदार (सहऋणी) — [482, 304, 594, 337]
notice-cell: 05-मार्च-25 Rs. 2,65,978/- दो लाख पैंसठ हजार नौ सौ अठहत्तर रुपये मात्र 04-मार्च-25 तक — [594, 404, 676, 437]
table-row — [482, 938, 927, 971]
sidebar-text: गुरुवार को विपिन सोहरा पहुंचे थे, जहां सोनम और उसके साथियों ने मिलकर राजा की निर्मम हत्या कर शव को खाई में फेंक दिया था। 2 जून को राजा का शव खाई में मिलने के बाद रघुवंशी परिवार में शोक की लहर फैल गई थी। बाद में खुलासा हुआ कि इस हत्या की साजिश में राजा की पत्नी सोनम भी शामिल थी। विपिन ने उस स्थान की भी फोटो और वीडियो लिए, जहां राजा की हत्या कर उसका शव गिराया गया था। पूजन के समय वह अपने भाई को याद कर भावुक हो उठे। उन्होंने स्थानीय पुलिस से भी मुलाकात की और आवश्यक जानकारियां प्राप्त कीं। — [360, 188, 464, 368]
story1-col1: शिलांग के सोहरा में राजा रघुवंशी के परिजन ने आत्मशांति और मोक्ष के लिए हवन पूजन किया। इस दौरान घटनास्थल की तस्वीरें और वीडियो भी रिकॉर्ड किए। राजा के भाई विपिन ने बताया कि उन्हें लग रहा था कि राजा की आत्मा भटक रही है, इसलिए उन्होंने यहां धार्मिक अनुष्ठान कराए। पूजन के बाद वे अस्पताल भी गए, जहां से राजा का डेथ सर्टिफिकेट लिया। कई दिनों से विपिन इसकी कोशिश कर रहे थे, लेकिन पुलिस और — [16, 239, 120, 385]
column-header: मांग सूचना पत्र दिनांक कब्जा तिथि — [427, 1274, 464, 1288]
guarantor-mobile: मो.नं. 9926064287 — [36, 909, 102, 919]
table-row — [482, 155, 927, 196]
column-header: कब्जे की तारीख — [889, 137, 927, 155]
activa-story — [250, 799, 468, 949]
tag-word: केस — [48, 178, 66, 193]
dateline: इंदौर, शनिवार 26 जुलाई, 2025 — [728, 19, 852, 30]
borrower-cell: (ऋण खाता संख्या) L9001060136747080, ब्रजेश यादव (ऋणी), श्रीमती मंजू यादव (सहऋणी) — [482, 871, 594, 904]
au-logo-icon: AU — [484, 58, 506, 80]
borrower-cell: (ऋण खाता संख्या) L9001060125570740, शर्मा ऑप्टिकल्स (ऋणी), दिनेश शर्मा (सहऋणी), श्रीमती मंजू शर्मा (गारंटर) — [482, 437, 594, 470]
notice-cell: 14-फरवरी-25 Rs. 4,22,512/- चार लाख बाईस हजार पांच सौ बारह रुपये मात्र 10-फरवरी-25 तक — [594, 471, 676, 504]
bom-address-line: म.गां. मार्ग, इन्दौर, फोन नं. 0731-2433887 — [316, 1172, 456, 1182]
bom-footer: सुरक्षित सम्पत्तियों के एवज में उपलब्ध समय के आधार पर उधारकर्ताओं का ध्यान अधिनियम की धारा 13(8) के प्रावधानों की ओर आकर्षित किया जाता है। — [149, 1371, 455, 1378]
possession-date-cell: 22-जुलाई-25 — [889, 271, 927, 304]
possession-date-cell: 23-जुलाई-25 — [889, 738, 927, 771]
notice-cell: 14-दिसम्बर-24 Rs. 6,07,045/- छः लाख सात हजार पैंतालीस रुपये मात्र 11-दिसम्बर-24 तक — [594, 805, 676, 838]
footer-rule — [16, 1438, 931, 1439]
photo-credit: पीपुल्स — [59, 198, 77, 207]
possession-date-cell: 23-जुलाई-25 — [889, 938, 927, 971]
logo-text: पीपुल्स समाचार — [16, 12, 142, 37]
excise-mobile: मो.नं. 9926064287 — [155, 564, 221, 574]
table-row — [482, 337, 927, 370]
table-row — [482, 604, 927, 637]
property-cell: रिहायशी/व्यावसायिक संपत्ति भूमि/बिल्डिंग/स्ट्रक्चर एवं फिक्सर के सभी अभिन्न अंग स्थित मकान नं. 63 एवं 64, जवाहर मार्ग, जिला इंदौर, मप्र क्षेत्रफल 1200 वर्गफीट — [676, 704, 889, 737]
bom-branch: शाखा: कमाठिया रोड, इन्दौर — [140, 1288, 465, 1302]
possession-date-cell: 23-जुलाई-25 — [889, 638, 927, 671]
notice-cell: 17-अप्रैल-25 Rs. 4,75,141/- चार लाख पिचहत्तर हजार एक सौ इकतालीस रुपये मात्र 15-अप्रैल-25 तक — [594, 337, 676, 370]
property-cell: रिहायशी/व्यावसायिक संपत्ति भूमि/बिल्डिंग/स्ट्रक्चर एवं फिक्सर के सभी अभिन्न अंग स्थित मकान नं. 48, ग्राम नागदा, जिला उज्जैन, मप्र क्षेत्रफल 3333 वर्गफीट — [676, 1005, 889, 1038]
borrower-cell: (ऋण खाता संख्या) L9001060133878748, कविता गोयल (ऋणी), श्रीमती लक्ष्मी गोयल (सहऋणी) — [482, 738, 594, 771]
borrower-cell: (ऋण खाता संख्या) L9001060116689812, कार्तिक पाटीदार (ऋणी), श्रीमती रेखा पाटीदार (सहऋणी) — [482, 271, 594, 304]
possession-date-cell: 23-जुलाई-25 — [889, 805, 927, 838]
possession-date-cell: 22-जुलाई-25 — [889, 371, 927, 404]
column-header: ऋणी / सहऋणी / बंधककर्ता / गारन्टर / ऋण खाता संख्या — [482, 137, 594, 155]
property-cell: रिहायशी/व्यावसायिक संपत्ति भूमि/बिल्डिंग/स्ट्रक्चर एवं फिक्सर के सभी अभिन्न अंग स्थित मकान नं. 14, वार्ड नं. 18, तहसील मनासा, जिला नीमच, मप्र क्षेत्रफल 1383 वर्गफीट, प्लॉट नं. 17 — [676, 538, 889, 571]
bom-logo-icon — [143, 1167, 179, 1203]
news-column — [16, 52, 468, 1430]
table-row — [482, 838, 927, 871]
excise-col2: आबकारी के विभिन्न वृत्त प्रभारियों द्वारा गतिविधियां संचालित की गईं। वृत्त मालवा मिल अ प्रभारी उपनिरीक्षक महेश पटेल ने शा. उमावि विजयनगर में पूर्व पार्षद जितेन्द्र बुंदेला की उपस्थित में कक्षा 9 से 12 तक के छात्रों, वृत्त भोई मोहल्ला प्रभारी उपनिरीक्षक मनमोहन शर्मा ने ग्रीनलैंड उमावि विजयनगर और — [248, 667, 354, 778]
property-cell: रिहायशी/व्यावसायिक संपत्ति भूमि/बिल्डिंग/स्ट्रक्चर एवं फिक्सर के सभी अभिन्न अंग स्थित सर्वे नं. 2375, मकान नं. 622, पीएच नं. 23, ग्राम पीपलिया, जिला शाजापुर — [676, 905, 889, 938]
section-title-a: अपना — [454, 10, 520, 40]
